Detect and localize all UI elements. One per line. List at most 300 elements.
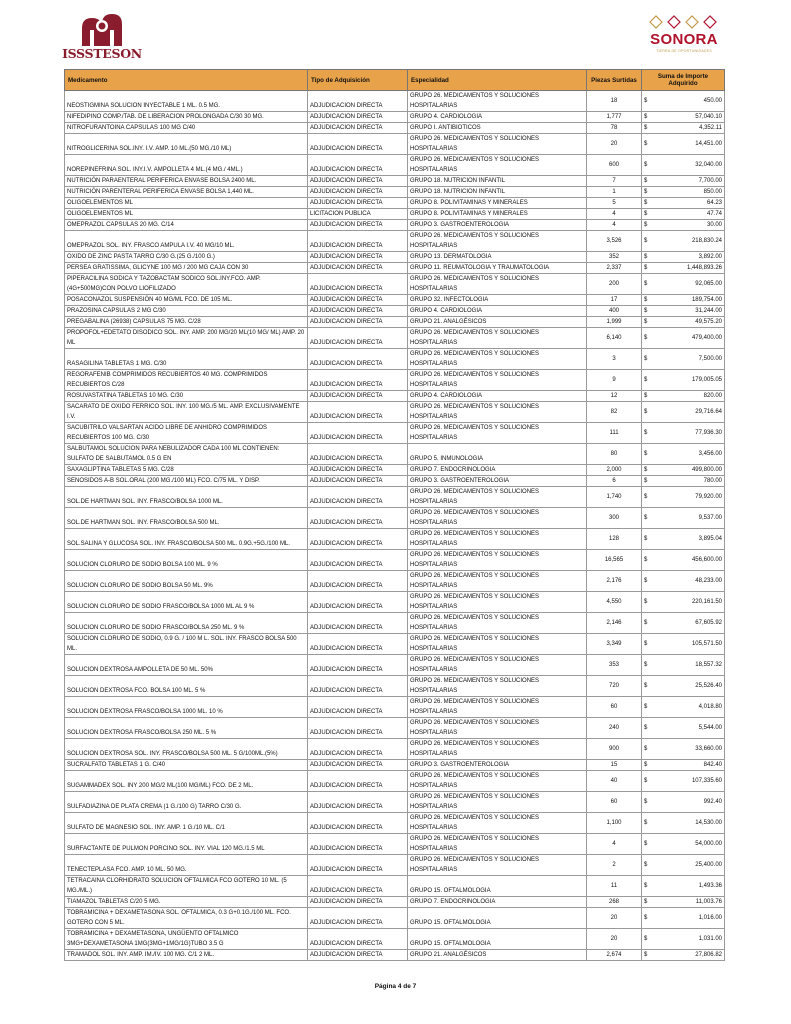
importe-value: 820.00 [703, 393, 722, 399]
cell-especialidad: GRUPO 26. MEDICAMENTOS Y SOLUCIONES HOSPITALARIAS [408, 508, 587, 529]
cell-importe [642, 198, 725, 209]
cell-medicamento: TIAMAZOL TABLETAS C/20 5 MG. [65, 897, 308, 908]
currency-symbol: $ [644, 899, 648, 905]
table-row [65, 134, 725, 155]
cell-piezas-surtidas: 2,674 [587, 950, 642, 961]
cell-especialidad: GRUPO 4. CARDIOLOGIA [408, 112, 587, 123]
importe-value: 456,600.00 [691, 557, 722, 563]
cell-tipo-adquisicion: ADJUDICACION DIRECTA [308, 112, 408, 123]
cell-piezas-surtidas: 78 [587, 123, 642, 134]
cell-tipo-adquisicion: ADJUDICACION DIRECTA [308, 487, 408, 508]
cell-importe [642, 231, 725, 252]
cell-importe [642, 929, 725, 950]
cell-piezas-surtidas: 4 [587, 220, 642, 231]
table-row [65, 529, 725, 550]
table-row [65, 897, 725, 908]
cell-especialidad: GRUPO 26. MEDICAMENTOS Y SOLUCIONES HOSPITALARIAS [408, 697, 587, 718]
currency-symbol: $ [644, 356, 648, 362]
cell-medicamento: SOLUCION CLORURO DE SODIO FRASCO/BOLSA 250 ML. 9 % [65, 613, 308, 634]
cell-especialidad: GRUPO 26. MEDICAMENTOS Y SOLUCIONES HOSPITALARIAS [408, 571, 587, 592]
table-row [65, 209, 725, 220]
cell-medicamento: ROSUVASTATINA TABLETAS 10 MG. C/30 [65, 391, 308, 402]
table-row [65, 834, 725, 855]
cell-piezas-surtidas: 1,740 [587, 487, 642, 508]
cell-piezas-surtidas: 20 [587, 908, 642, 929]
cell-tipo-adquisicion: ADJUDICACION DIRECTA [308, 508, 408, 529]
cell-especialidad: GRUPO 26. MEDICAMENTOS Y SOLUCIONES HOSPITALARIAS [408, 834, 587, 855]
cell-especialidad: GRUPO 26. MEDICAMENTOS Y SOLUCIONES HOSPITALARIAS [408, 155, 587, 176]
cell-tipo-adquisicion: ADJUDICACION DIRECTA [308, 592, 408, 613]
cell-especialidad: GRUPO 26. MEDICAMENTOS Y SOLUCIONES HOSPITALARIAS [408, 274, 587, 295]
cell-especialidad: GRUPO 26. MEDICAMENTOS Y SOLUCIONES HOSPITALARIAS [408, 370, 587, 391]
cell-importe [642, 112, 725, 123]
cell-importe [642, 855, 725, 876]
cell-medicamento: SUCRALFATO TABLETAS 1 G. C/40 [65, 760, 308, 771]
column-header-piezas-surtidas: Piezas Surtidas [587, 70, 642, 91]
currency-symbol: $ [644, 883, 648, 889]
importe-value: 220,161.50 [691, 599, 722, 605]
cell-piezas-surtidas: 20 [587, 134, 642, 155]
cell-tipo-adquisicion: ADJUDICACION DIRECTA [308, 739, 408, 760]
cell-piezas-surtidas: 900 [587, 739, 642, 760]
cell-especialidad: GRUPO 4. CARDIOLOGIA [408, 306, 587, 317]
column-header-importe-adquirido: Suma de Importe Adquirido [642, 70, 725, 91]
cell-medicamento: NUTRICIÓN PARAENTERAL PERIFERICA ENVASE BOLSA 2400 ML. [65, 176, 308, 187]
cell-piezas-surtidas: 2,176 [587, 571, 642, 592]
currency-symbol: $ [644, 178, 648, 184]
cell-especialidad: GRUPO 8. POLIVITAMINAS Y MINERALES [408, 198, 587, 209]
importe-value: 92,065.00 [695, 281, 722, 287]
cell-medicamento: OXIDO DE ZINC PASTA TARRO C/30 G.(25 G./100 G.) [65, 252, 308, 263]
cell-piezas-surtidas: 20 [587, 929, 642, 950]
column-header-especialidad: Especialidad [408, 70, 587, 91]
cell-tipo-adquisicion: ADJUDICACION DIRECTA [308, 929, 408, 950]
table-row [65, 571, 725, 592]
currency-symbol: $ [644, 211, 648, 217]
cell-medicamento: SULFATO DE MAGNESIO SOL. INY. AMP. 1 G./10 ML. C/1 [65, 813, 308, 834]
cell-tipo-adquisicion: ADJUDICACION DIRECTA [308, 306, 408, 317]
cell-especialidad: GRUPO 26. MEDICAMENTOS Y SOLUCIONES HOSPITALARIAS [408, 634, 587, 655]
issste-son-logo [62, 12, 142, 62]
cell-medicamento: SOLUCION CLORURO DE SODIO, 0.9 G. / 100 M L. SOL. INY. FRASCO BOLSA 500 ML. [65, 634, 308, 655]
cell-piezas-surtidas: 12 [587, 391, 642, 402]
cell-tipo-adquisicion: ADJUDICACION DIRECTA [308, 834, 408, 855]
cell-importe [642, 592, 725, 613]
cell-tipo-adquisicion: ADJUDICACION DIRECTA [308, 263, 408, 274]
cell-medicamento: SOL.SALINA Y GLUCOSA SOL. INY. FRASCO/BOLSA 500 ML. 0.9G.+5G./100 ML. [65, 529, 308, 550]
cell-tipo-adquisicion: ADJUDICACION DIRECTA [308, 423, 408, 444]
table-row [65, 252, 725, 263]
cell-medicamento: SACARATO DE OXIDO FERRICO SOL. INY. 100 MG./5 ML. AMP. EXCLUSIVAMENTE I.V. [65, 402, 308, 423]
table-row [65, 550, 725, 571]
cell-especialidad: GRUPO 8. POLIVITAMINAS Y MINERALES [408, 209, 587, 220]
table-row [65, 929, 725, 950]
cell-importe [642, 349, 725, 370]
importe-value: 1,448,893.26 [686, 265, 722, 271]
sonora-logo-word: SONORA [650, 31, 718, 48]
cell-especialidad: GRUPO 13. DERMATOLOGIA [408, 252, 587, 263]
cell-medicamento: SOLUCION CLORURO DE SODIO FRASCO/BOLSA 1000 ML AL 9 % [65, 592, 308, 613]
cell-piezas-surtidas: 2 [587, 855, 642, 876]
cell-medicamento: OLIGOELEMENTOS ML [65, 198, 308, 209]
cell-medicamento: SOLUCION DEXTROSA SOL. INY. FRASCO/BOLSA 500 ML. 5 G/100ML.(5%) [65, 739, 308, 760]
cell-piezas-surtidas: 600 [587, 155, 642, 176]
importe-value: 48,233.00 [695, 578, 722, 584]
cell-importe [642, 252, 725, 263]
cell-especialidad: GRUPO 26. MEDICAMENTOS Y SOLUCIONES HOSPITALARIAS [408, 792, 587, 813]
currency-symbol: $ [644, 536, 648, 542]
table-row [65, 220, 725, 231]
currency-symbol: $ [644, 641, 648, 647]
cell-medicamento: SOLUCION DEXTROSA FCO. BOLSA 100 ML. 5 % [65, 676, 308, 697]
cell-tipo-adquisicion: ADJUDICACION DIRECTA [308, 231, 408, 252]
cell-especialidad: GRUPO 26. MEDICAMENTOS Y SOLUCIONES HOSPITALARIAS [408, 423, 587, 444]
cell-medicamento: SOLUCION CLORURO DE SODIO BOLSA 100 ML. 9 % [65, 550, 308, 571]
cell-tipo-adquisicion: ADJUDICACION DIRECTA [308, 187, 408, 198]
cell-medicamento: SOLUCION DEXTROSA FRASCO/BOLSA 250 ML. 5 % [65, 718, 308, 739]
cell-medicamento: NITROGLICERINA SOL.INY. I.V. AMP. 10 ML.(50 MG./10 ML) [65, 134, 308, 155]
importe-value: 105,571.50 [691, 641, 722, 647]
cell-tipo-adquisicion: ADJUDICACION DIRECTA [308, 792, 408, 813]
importe-value: 31,244.00 [695, 308, 722, 314]
cell-medicamento: PREGABALINA (26938) CAPSULAS 75 MG. C/28 [65, 317, 308, 328]
currency-symbol: $ [644, 599, 648, 605]
cell-especialidad: GRUPO 7. ENDOCRINOLOGIA [408, 897, 587, 908]
cell-importe [642, 487, 725, 508]
importe-value: 79,920.00 [695, 494, 722, 500]
page-number: Página 4 de 7 [374, 983, 417, 990]
currency-symbol: $ [644, 281, 648, 287]
cell-piezas-surtidas: 15 [587, 760, 642, 771]
currency-symbol: $ [644, 98, 648, 104]
cell-importe [642, 402, 725, 423]
table-row [65, 123, 725, 134]
cell-importe [642, 423, 725, 444]
importe-value: 1,016.00 [698, 915, 722, 921]
cell-importe [642, 550, 725, 571]
cell-tipo-adquisicion: ADJUDICACION DIRECTA [308, 252, 408, 263]
cell-medicamento: SAXAGLIPTINA TABLETAS 5 MG. C/28 [65, 465, 308, 476]
cell-piezas-surtidas: 353 [587, 655, 642, 676]
importe-value: 64.23 [706, 200, 722, 206]
cell-importe [642, 187, 725, 198]
cell-tipo-adquisicion: ADJUDICACION DIRECTA [308, 676, 408, 697]
cell-importe [642, 370, 725, 391]
cell-importe [642, 476, 725, 487]
cell-importe [642, 263, 725, 274]
currency-symbol: $ [644, 683, 648, 689]
cell-medicamento: TRAMADOL SOL. INY. AMP. IM./IV. 100 MG. C/1 2 ML. [65, 950, 308, 961]
cell-tipo-adquisicion: ADJUDICACION DIRECTA [308, 550, 408, 571]
table-row [65, 349, 725, 370]
cell-importe [642, 155, 725, 176]
table-row [65, 739, 725, 760]
currency-symbol: $ [644, 746, 648, 752]
cell-especialidad: GRUPO 5. INMUNOLOGIA [408, 444, 587, 465]
cell-especialidad: GRUPO 26. MEDICAMENTOS Y SOLUCIONES HOSPITALARIAS [408, 550, 587, 571]
table-row [65, 317, 725, 328]
cell-tipo-adquisicion: ADJUDICACION DIRECTA [308, 155, 408, 176]
cell-tipo-adquisicion: ADJUDICACION DIRECTA [308, 950, 408, 961]
importe-value: 189,754.00 [691, 297, 722, 303]
cell-medicamento: OLIGOELEMENTOS ML [65, 209, 308, 220]
table-row [65, 676, 725, 697]
cell-medicamento: TOBRAMICINA + DEXAMETASONA, UNGÜENTO OFTALMICO 3MG+DEXAMETASONA 1MG(3MG+1MG/1G)TUBO 3.5 G [65, 929, 308, 950]
cell-tipo-adquisicion: ADJUDICACION DIRECTA [308, 123, 408, 134]
cell-tipo-adquisicion: ADJUDICACION DIRECTA [308, 571, 408, 592]
currency-symbol: $ [644, 297, 648, 303]
cell-especialidad: GRUPO 26. MEDICAMENTOS Y SOLUCIONES HOSPITALARIAS [408, 613, 587, 634]
cell-tipo-adquisicion: ADJUDICACION DIRECTA [308, 760, 408, 771]
currency-symbol: $ [644, 778, 648, 784]
importe-value: 3,892.00 [698, 254, 722, 260]
table-row [65, 592, 725, 613]
table-row [65, 855, 725, 876]
currency-symbol: $ [644, 915, 648, 921]
table-row [65, 423, 725, 444]
importe-value: 14,451.00 [695, 141, 722, 147]
table-header-row [65, 70, 725, 91]
cell-piezas-surtidas: 17 [587, 295, 642, 306]
cell-tipo-adquisicion: ADJUDICACION DIRECTA [308, 317, 408, 328]
sonora-pattern-icon [646, 14, 722, 30]
cell-piezas-surtidas: 1,999 [587, 317, 642, 328]
cell-especialidad: GRUPO 18. NUTRICION INFANTIL [408, 176, 587, 187]
cell-importe [642, 220, 725, 231]
cell-piezas-surtidas: 2,000 [587, 465, 642, 476]
cell-especialidad: GRUPO 26. MEDICAMENTOS Y SOLUCIONES HOSPITALARIAS [408, 529, 587, 550]
cell-medicamento: SENOSIDOS A-B SOL.ORAL (200 MG./100 ML) FCO. C/75 ML. Y DISP. [65, 476, 308, 487]
currency-symbol: $ [644, 308, 648, 314]
cell-medicamento: SULFADIAZINA DE PLATA CREMA (1 G./100 G) TARRO C/30 G. [65, 792, 308, 813]
table-row [65, 476, 725, 487]
cell-tipo-adquisicion: ADJUDICACION DIRECTA [308, 634, 408, 655]
cell-tipo-adquisicion: ADJUDICACION DIRECTA [308, 328, 408, 349]
currency-symbol: $ [644, 393, 648, 399]
importe-value: 1,031.00 [698, 936, 722, 942]
cell-medicamento: REGORAFENIB COMPRIMIDOS RECUBIERTOS 40 MG. COMPRIMIDOS RECUBIERTOS C/28 [65, 370, 308, 391]
cell-piezas-surtidas: 352 [587, 252, 642, 263]
cell-piezas-surtidas: 5 [587, 198, 642, 209]
cell-especialidad: GRUPO I. ANTIBIOTICOS [408, 123, 587, 134]
currency-symbol: $ [644, 952, 648, 958]
importe-value: 54,000.00 [695, 841, 722, 847]
importe-value: 3,456.00 [698, 451, 722, 457]
currency-symbol: $ [644, 238, 648, 244]
cell-tipo-adquisicion: ADJUDICACION DIRECTA [308, 813, 408, 834]
importe-value: 47.74 [706, 211, 722, 217]
cell-piezas-surtidas: 16,565 [587, 550, 642, 571]
cell-especialidad: GRUPO 32. INFECTOLOGIA [408, 295, 587, 306]
cell-piezas-surtidas: 4 [587, 209, 642, 220]
importe-value: 992.40 [703, 799, 722, 805]
importe-value: 32,040.00 [695, 162, 722, 168]
cell-medicamento: SOL.DE HARTMAN SOL. INY. FRASCO/BOLSA 1000 ML. [65, 487, 308, 508]
currency-symbol: $ [644, 451, 648, 457]
cell-especialidad: GRUPO 15. OFTALMOLOGIA [408, 929, 587, 950]
cell-tipo-adquisicion: ADJUDICACION DIRECTA [308, 295, 408, 306]
cell-especialidad: GRUPO 26. MEDICAMENTOS Y SOLUCIONES HOSPITALARIAS [408, 402, 587, 423]
cell-piezas-surtidas: 6 [587, 476, 642, 487]
table-row [65, 370, 725, 391]
cell-medicamento: SOLUCION DEXTROSA FRASCO/BOLSA 1000 ML. 10 % [65, 697, 308, 718]
cell-medicamento: OMEPRAZOL SOL. INY. FRASCO AMPULA I.V. 40 MG/10 ML. [65, 231, 308, 252]
cell-importe [642, 465, 725, 476]
cell-importe [642, 908, 725, 929]
page-header [0, 8, 791, 68]
cell-piezas-surtidas: 9 [587, 370, 642, 391]
cell-medicamento: PRAZOSINA CAPSULAS 2 MG C/30 [65, 306, 308, 317]
cell-importe [642, 792, 725, 813]
cell-piezas-surtidas: 3,526 [587, 231, 642, 252]
cell-tipo-adquisicion: ADJUDICACION DIRECTA [308, 391, 408, 402]
importe-value: 57,040.10 [695, 114, 722, 120]
cell-tipo-adquisicion: ADJUDICACION DIRECTA [308, 529, 408, 550]
table-row [65, 813, 725, 834]
table-row [65, 391, 725, 402]
cell-importe [642, 739, 725, 760]
cell-piezas-surtidas: 60 [587, 697, 642, 718]
cell-medicamento: SALBUTAMOL SOLUCION PARA NEBULIZADOR CADA 100 ML CONTIENEN: SULFATO DE SALBUTAMOL 0.5 G EN [65, 444, 308, 465]
cell-tipo-adquisicion: ADJUDICACION DIRECTA [308, 444, 408, 465]
cell-importe [642, 813, 725, 834]
importe-value: 1,493.36 [698, 883, 722, 889]
cell-piezas-surtidas: 18 [587, 91, 642, 112]
currency-symbol: $ [644, 319, 648, 325]
cell-piezas-surtidas: 300 [587, 508, 642, 529]
cell-piezas-surtidas: 60 [587, 792, 642, 813]
importe-value: 7,700.00 [698, 178, 722, 184]
cell-especialidad: GRUPO 15. OFTALMOLOGIA [408, 908, 587, 929]
cell-especialidad: GRUPO 15. OFTALMOLOGIA [408, 876, 587, 897]
cell-tipo-adquisicion: ADJUDICACION DIRECTA [308, 220, 408, 231]
cell-especialidad: GRUPO 26. MEDICAMENTOS Y SOLUCIONES HOSPITALARIAS [408, 592, 587, 613]
table-row [65, 613, 725, 634]
importe-value: 9,537.00 [698, 515, 722, 521]
cell-importe [642, 834, 725, 855]
cell-importe [642, 529, 725, 550]
table-row [65, 112, 725, 123]
currency-symbol: $ [644, 377, 648, 383]
cell-piezas-surtidas: 80 [587, 444, 642, 465]
cell-tipo-adquisicion: ADJUDICACION DIRECTA [308, 613, 408, 634]
cell-medicamento: SOLUCION CLORURO DE SODIO BOLSA 50 ML. 9% [65, 571, 308, 592]
importe-value: 179,005.05 [691, 377, 722, 383]
cell-medicamento: RASAGILINA TABLETAS 1 MG. C/30 [65, 349, 308, 370]
cell-tipo-adquisicion: ADJUDICACION DIRECTA [308, 198, 408, 209]
importe-value: 499,800.00 [691, 467, 722, 473]
currency-symbol: $ [644, 222, 648, 228]
table-row [65, 274, 725, 295]
cell-especialidad: GRUPO 21. ANALGÉSICOS [408, 317, 587, 328]
importe-value: 4,018.80 [698, 704, 722, 710]
table-row [65, 634, 725, 655]
currency-symbol: $ [644, 762, 648, 768]
table-row [65, 91, 725, 112]
importe-value: 11,003.76 [695, 899, 722, 905]
currency-symbol: $ [644, 265, 648, 271]
importe-value: 30.00 [706, 222, 722, 228]
importe-value: 33,660.00 [695, 746, 722, 752]
cell-medicamento: PROPOFOL+EDETATO DISODICO SOL. INY. AMP. 200 MG/20 ML(10 MG/ ML) AMP. 20 ML [65, 328, 308, 349]
importe-value: 14,530.00 [695, 820, 722, 826]
currency-symbol: $ [644, 841, 648, 847]
cell-especialidad: GRUPO 7. ENDOCRINOLOGIA [408, 465, 587, 476]
cell-especialidad: GRUPO 21. ANALGÉSICOS [408, 950, 587, 961]
cell-piezas-surtidas: 1 [587, 187, 642, 198]
cell-tipo-adquisicion: ADJUDICACION DIRECTA [308, 176, 408, 187]
cell-importe [642, 950, 725, 961]
cell-especialidad: GRUPO 26. MEDICAMENTOS Y SOLUCIONES HOSPITALARIAS [408, 855, 587, 876]
currency-symbol: $ [644, 799, 648, 805]
importe-value: 27,806.82 [695, 952, 722, 958]
currency-symbol: $ [644, 862, 648, 868]
cell-importe [642, 897, 725, 908]
cell-importe [642, 209, 725, 220]
importe-value: 25,526.40 [695, 683, 722, 689]
currency-symbol: $ [644, 578, 648, 584]
currency-symbol: $ [644, 704, 648, 710]
cell-piezas-surtidas: 1,777 [587, 112, 642, 123]
table-row [65, 444, 725, 465]
importe-value: 5,544.00 [698, 725, 722, 731]
cell-medicamento: SOL.DE HARTMAN SOL. INY. FRASCO/BOLSA 500 ML. [65, 508, 308, 529]
importe-value: 4,352.11 [699, 125, 722, 131]
cell-importe [642, 760, 725, 771]
table-row [65, 155, 725, 176]
cell-tipo-adquisicion: LICITACION PUBLICA [308, 209, 408, 220]
cell-medicamento: TENECTEPLASA FCO. AMP. 10 ML. 50 MG. [65, 855, 308, 876]
cell-piezas-surtidas: 1,100 [587, 813, 642, 834]
cell-medicamento: SUGAMMADEX SOL. INY 200 MG/2 ML(100 MG/ML) FCO. DE 2 ML. [65, 771, 308, 792]
cell-importe [642, 634, 725, 655]
cell-importe [642, 613, 725, 634]
cell-importe [642, 391, 725, 402]
currency-symbol: $ [644, 254, 648, 260]
cell-especialidad: GRUPO 4. CARDIOLOGIA [408, 391, 587, 402]
cell-especialidad: GRUPO 26. MEDICAMENTOS Y SOLUCIONES HOSPITALARIAS [408, 739, 587, 760]
cell-importe [642, 274, 725, 295]
currency-symbol: $ [644, 189, 648, 195]
cell-especialidad: GRUPO 26. MEDICAMENTOS Y SOLUCIONES HOSPITALARIAS [408, 655, 587, 676]
currency-symbol: $ [644, 409, 648, 415]
cell-medicamento: OMEPRAZOL CAPSULAS 20 MG. C/14 [65, 220, 308, 231]
cell-piezas-surtidas: 2,337 [587, 263, 642, 274]
cell-piezas-surtidas: 4 [587, 834, 642, 855]
importe-value: 780.00 [703, 478, 722, 484]
table-row [65, 760, 725, 771]
cell-piezas-surtidas: 82 [587, 402, 642, 423]
cell-medicamento: PIPERACILINA SODICA Y TAZOBACTAM SODICO SOL.INY.FCO. AMP.(4G+500MG)CON POLVO LIOFILIZADO [65, 274, 308, 295]
currency-symbol: $ [644, 515, 648, 521]
currency-symbol: $ [644, 620, 648, 626]
table-body [65, 91, 725, 961]
table-row [65, 465, 725, 476]
table-row [65, 328, 725, 349]
table-row [65, 655, 725, 676]
cell-tipo-adquisicion: ADJUDICACION DIRECTA [308, 349, 408, 370]
cell-especialidad: GRUPO 26. MEDICAMENTOS Y SOLUCIONES HOSPITALARIAS [408, 813, 587, 834]
importe-value: 29,716.64 [695, 409, 722, 415]
cell-especialidad: GRUPO 3. GASTROENTEROLOGIA [408, 760, 587, 771]
cell-importe [642, 306, 725, 317]
cell-especialidad: GRUPO 26. MEDICAMENTOS Y SOLUCIONES HOSPITALARIAS [408, 91, 587, 112]
cell-importe [642, 771, 725, 792]
importe-value: 18,557.32 [695, 662, 722, 668]
cell-medicamento: TOBRAMICINA + DEXAMETASONA SOL. OFTALMICA, 0.3 G+0.1G./100 ML. FCO. GOTERO CON 5 ML. [65, 908, 308, 929]
cell-medicamento: NOREPINEFRINA SOL. INY.I.V. AMPOLLETA 4 ML.(4 MG./ 4ML.) [65, 155, 308, 176]
cell-piezas-surtidas: 720 [587, 676, 642, 697]
